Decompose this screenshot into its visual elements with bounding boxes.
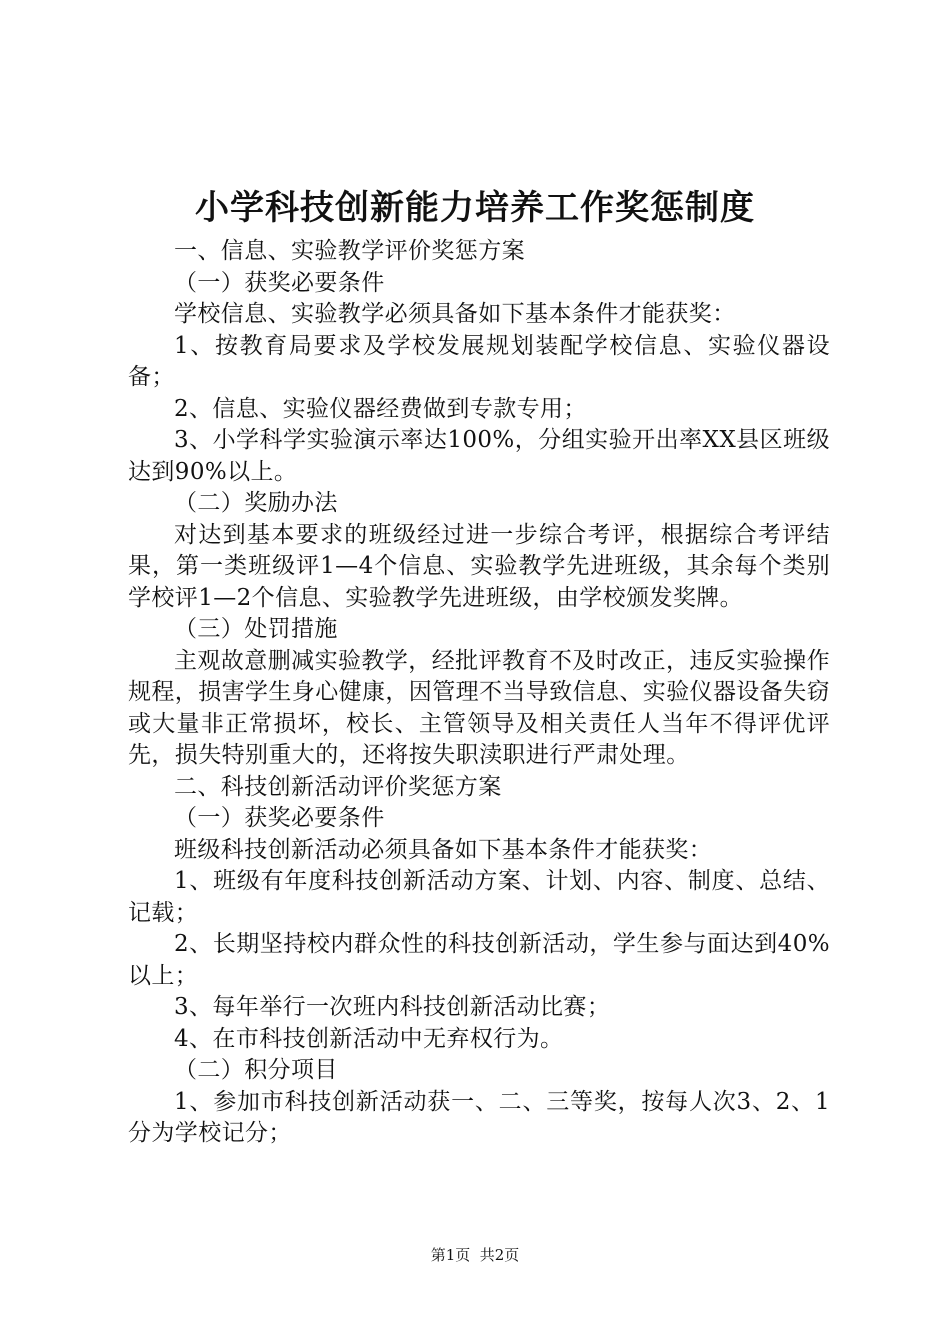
subsection-heading: （三）处罚措施	[174, 616, 338, 642]
paragraph: 对达到基本要求的班级经过进一步综合考评，根据综合考评结果，第一类班级评1—4个信息、实验教学先进班级，其余每个类别学校评1—2个信息、实验教学先进班级，由学校颁发奖牌。	[128, 521, 830, 611]
list-item: 2、信息、实验仪器经费做到专款专用；	[174, 395, 587, 422]
subsection-heading: （二）奖励办法	[174, 490, 338, 516]
subsection-heading: （二）积分项目	[174, 1057, 338, 1083]
paragraph: 学校信息、实验教学必须具备如下基本条件才能获奖：	[174, 301, 736, 327]
page-footer: 第1页 共2页	[430, 1246, 520, 1264]
list-item: 2、长期坚持校内群众性的科技创新活动，学生参与面达到40%以上；	[128, 931, 830, 989]
paragraph: 班级科技创新活动必须具备如下基本条件才能获奖：	[174, 836, 713, 863]
document-title: 小学科技创新能力培养工作奖惩制度	[195, 188, 755, 228]
subsection-heading: （一）获奖必要条件	[174, 269, 385, 296]
subsection-heading: （一）获奖必要条件	[174, 805, 385, 831]
paragraph: 主观故意删减实验教学，经批评教育不及时改正，违反实验操作规程，损害学生身心健康，因管理不当导致信息、实验仪器设备失窃或大量非正常损坏，校长、主管领导及相关责任人当年不得评优评先，损失特别重大的，还将按失职渎职进行严肃处理。	[128, 647, 830, 768]
section-heading-1: 一、信息、实验教学评价奖惩方案	[174, 238, 525, 264]
list-item: 3、小学科学实验演示率达100%，分组实验开出率XX县区班级达到90%以上。	[128, 427, 830, 485]
list-item: 1、班级有年度科技创新活动方案、计划、内容、制度、总结、记载；	[128, 868, 830, 926]
list-item: 1、按教育局要求及学校发展规划装配学校信息、实验仪器设备；	[128, 332, 830, 390]
document-body	[128, 236, 830, 1150]
list-item: 1、参加市科技创新活动获一、二、三等奖，按每人次3、2、1分为学校记分；	[128, 1088, 830, 1146]
list-item: 3、每年举行一次班内科技创新活动比赛；	[174, 994, 611, 1020]
section-heading-2: 二、科技创新活动评价奖惩方案	[174, 773, 502, 800]
list-item: 4、在市科技创新活动中无弃权行为。	[174, 1025, 564, 1052]
